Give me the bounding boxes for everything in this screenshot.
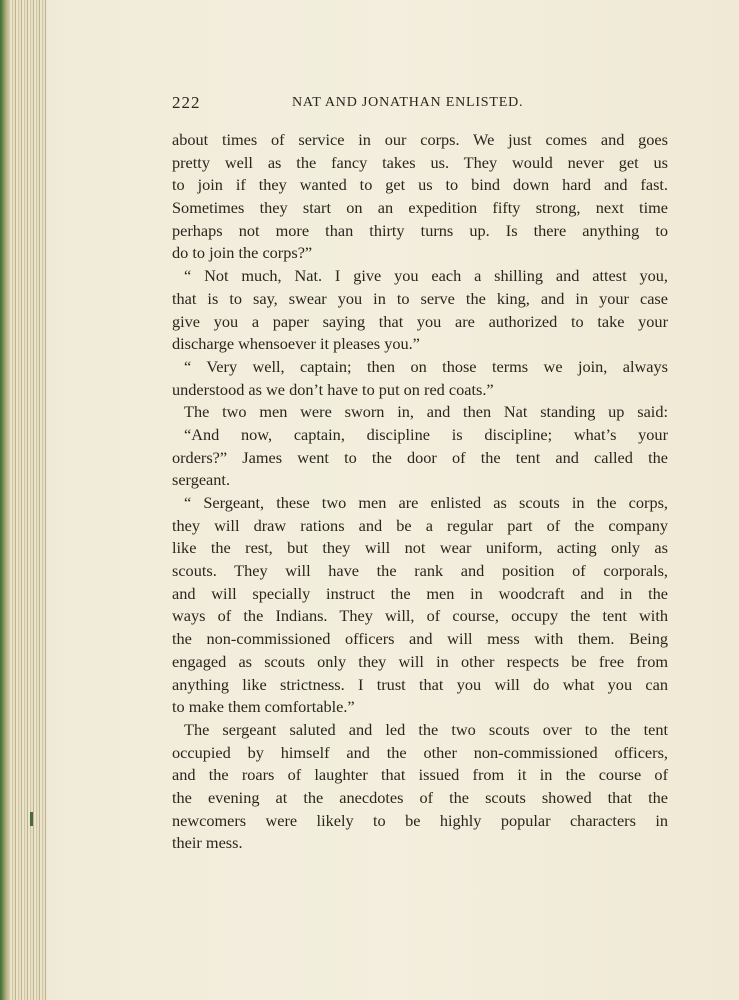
text-line: The two men were sworn in, and then Nat standing up said: (184, 402, 668, 422)
page-header (172, 93, 668, 115)
body-text (172, 129, 668, 855)
text-line: orders?” James went to the door of the tent and called the (172, 447, 668, 467)
text-line: understood as we don’t have to put on red coats.” (172, 379, 494, 399)
text-line: about times of service in our corps. We just comes and goes (172, 130, 668, 149)
text-line: anything like strictness. I trust that you will do what you can (172, 674, 668, 694)
text-line: sergeant. (172, 470, 231, 490)
text-line: the evening at the anecdotes of the scouts showed that the (172, 787, 668, 807)
text-line: and the roars of laughter that issued from it in the course of (172, 765, 668, 785)
text-line: discharge whensoever it pleases you.” (172, 334, 420, 354)
text-line: they will draw rations and be a regular part of the company (172, 515, 668, 535)
text-line: the non-commissioned officers and will mess with them. Being (172, 629, 668, 649)
text-line: to make them comfortable.” (172, 697, 355, 717)
spine-mark (30, 812, 33, 826)
text-line: their mess. (172, 833, 243, 853)
text-line: give you a paper saying that you are authorized to take your (172, 311, 668, 331)
text-line: The sergeant saluted and led the two scouts over to the tent (184, 719, 668, 739)
page-number: 222 (172, 93, 201, 112)
text-line: engaged as scouts only they will in other respects be free from (172, 651, 668, 671)
text-line: pretty well as the fancy takes us. They would never get us (172, 152, 668, 172)
text-line: “ Sergeant, these two men are enlisted as scouts in the corps, (184, 493, 668, 512)
text-line: that is to say, swear you in to serve the king, and in your case (172, 288, 668, 308)
text-line: scouts. They will have the rank and position of corporals, (172, 561, 668, 581)
text-line: “ Not much, Nat. I give you each a shilling and attest you, (184, 266, 668, 286)
text-line: to join if they wanted to get us to bind down hard and fast. (172, 175, 668, 195)
text-line: perhaps not more than thirty turns up. Is there anything to (172, 220, 668, 240)
spine-edge (0, 0, 10, 1000)
text-line: like the rest, but they will not wear uniform, acting only as (172, 538, 668, 558)
running-title: NAT AND JONATHAN ENLISTED. (292, 95, 524, 110)
text-line: and will specially instruct the men in woodcraft and in the (172, 583, 668, 603)
text-line: Sometimes they start on an expedition fifty strong, next time (172, 198, 668, 218)
text-line: newcomers were likely to be highly popular characters in (172, 810, 668, 830)
text-line: do to join the corps?” (172, 243, 313, 263)
text-line: ways of the Indians. They will, of course, occupy the tent with (172, 606, 668, 626)
text-line: occupied by himself and the other non-commissioned officers, (172, 742, 668, 762)
text-line: “And now, captain, discipline is discipline; what’s your (184, 424, 668, 444)
text-line: “ Very well, captain; then on those terms we join, always (184, 356, 668, 376)
